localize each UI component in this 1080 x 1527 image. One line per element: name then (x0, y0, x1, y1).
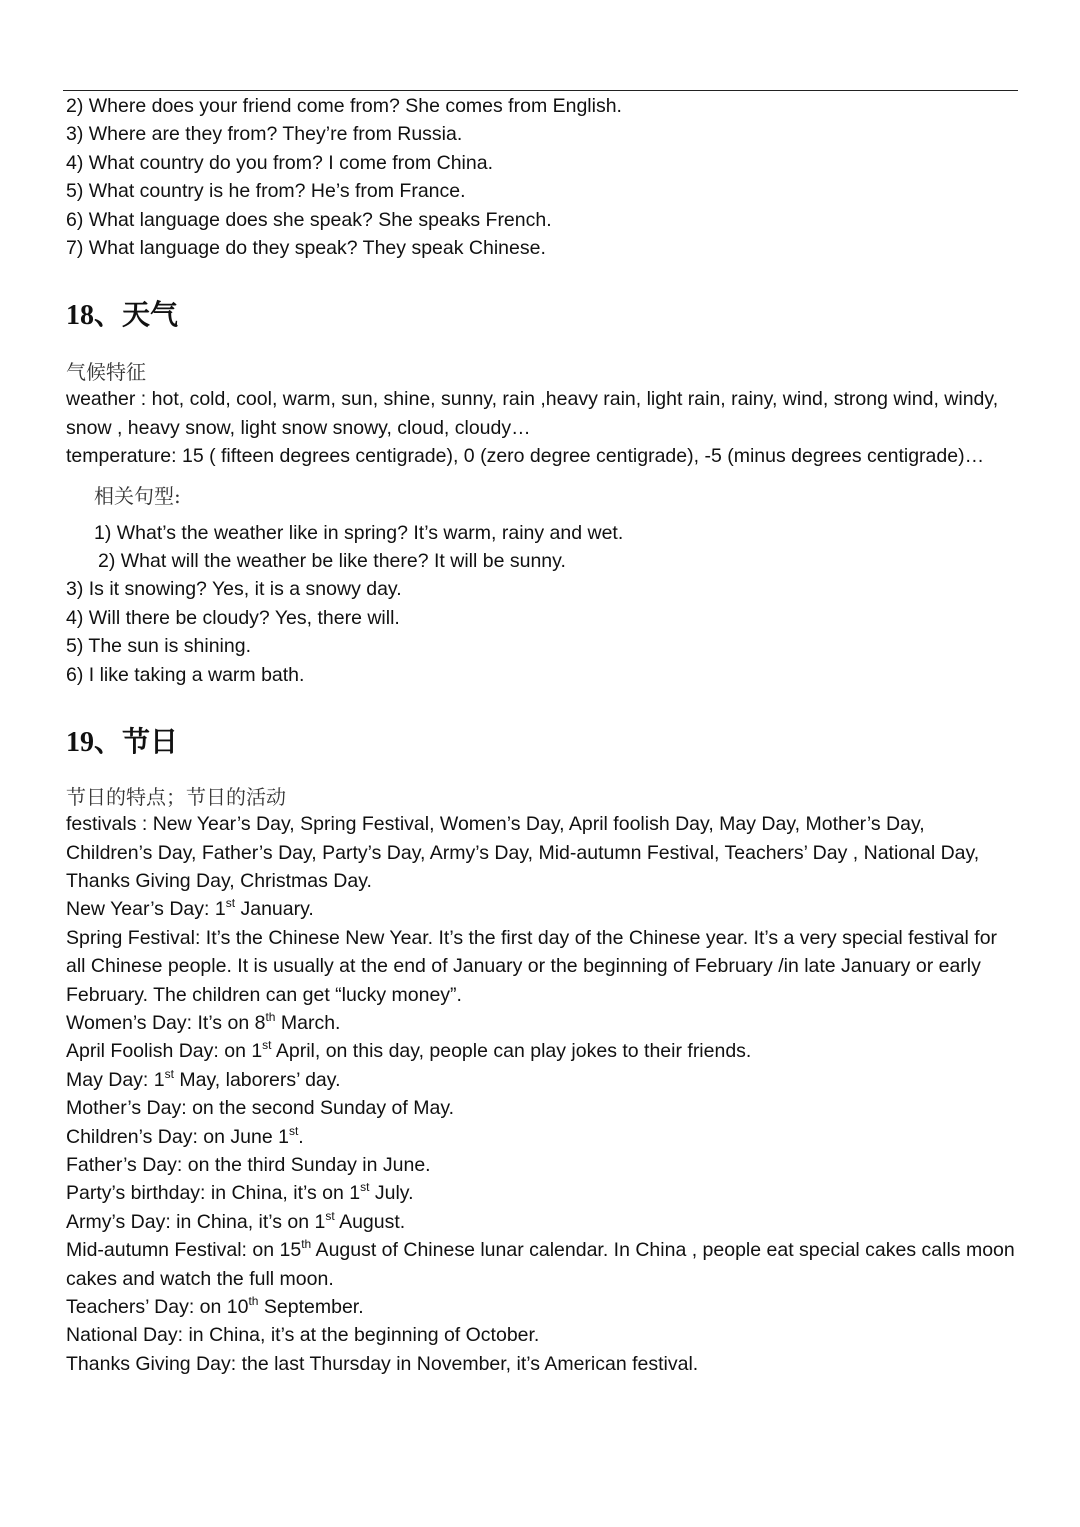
sentence-line: 6) I like taking a warm bath. (66, 663, 305, 686)
festival-father: Father’s Day: on the third Sunday in June. (66, 1153, 431, 1176)
festival-text: Children’s Day: on June 1 (66, 1125, 289, 1148)
festival-text: Mid-autumn Festival: on 15 (66, 1239, 302, 1262)
festival-text: September. (258, 1296, 364, 1318)
question-line: 6) What language does she speak? She speaks French. (66, 208, 552, 231)
festival-thanksgiving: Thanks Giving Day: the last Thursday in November, it’s American festival. (66, 1352, 699, 1375)
festival-spring: Spring Festival: It’s the Chinese New Year. It’s the first day of the Chinese year. It’s a very special festival for all Chinese people. It is usually at the end of January or the beginning of February /in late January or early February. The children can get “lucky money”. (66, 926, 998, 1006)
festival-text: April, on this day, people can play jokes to their friends. (271, 1040, 752, 1063)
ordinal-suffix: st (325, 1208, 335, 1223)
ordinal-suffix: th (301, 1237, 312, 1252)
festival-text: March. (275, 1011, 341, 1034)
festival-text: May Day: 1 (66, 1068, 165, 1091)
festival-teachers (66, 1293, 1016, 1321)
festival-women (66, 1009, 1016, 1037)
ordinal-suffix: st (262, 1038, 272, 1053)
festival-children (66, 1123, 1016, 1151)
festival-text: New Year’s Day: 1 (66, 898, 226, 921)
festival-text: Women’s Day: It’s on 8 (66, 1011, 266, 1034)
document-page (66, 92, 1016, 1378)
festival-text: May, laborers’ day. (173, 1068, 341, 1091)
sentence-line: 5) The sun is shining. (66, 635, 251, 658)
festival-text: Teachers’ Day: on 10 (66, 1296, 249, 1318)
festivals-subtitle: 节日的特点；节日的活动 (66, 785, 286, 810)
ordinal-suffix: st (164, 1066, 174, 1081)
ordinal-suffix: st (288, 1123, 299, 1138)
festival-text: January. (235, 898, 314, 921)
weather-words: weather : hot, cold, cool, warm, sun, shine, sunny, rain ,heavy rain, light rain, rainy, wind, strong wind, windy, snow , heavy snow, light snow snowy, cloud, cloudy… (66, 388, 999, 439)
festival-mother: Mother’s Day: on the second Sunday of May. (66, 1097, 455, 1120)
festival-text: Army’s Day: in China, it’s on 1 (66, 1210, 326, 1233)
country-questions (66, 92, 1016, 262)
header-rule (63, 90, 1018, 91)
section-title: 天气 (122, 298, 179, 332)
question-line: 4) What country do you from? I come from China. (66, 151, 494, 174)
patterns-label: 相关句型: (94, 483, 181, 508)
ordinal-suffix: st (360, 1180, 370, 1195)
temperature-line: temperature: 15 ( fifteen degrees centigrade), 0 (zero degree centigrade), -5 (minus degrees centigrade)… (66, 445, 985, 468)
section-number: 19、 (66, 727, 123, 759)
ordinal-suffix: th (248, 1294, 259, 1308)
question-line: 7) What language do they speak? They speak Chinese. (66, 237, 546, 260)
festival-text: August of Chinese lunar calendar. In China , people eat special cakes calls moon cakes and watch the full moon. (66, 1239, 1015, 1290)
section-heading-weather (66, 298, 1016, 333)
question-line: 5) What country is he from? He’s from France. (66, 180, 466, 203)
festival-text: April Foolish Day: on 1 (66, 1040, 263, 1063)
festival-text: July. (369, 1182, 414, 1205)
question-line: 2) Where does your friend come from? She comes from English. (66, 95, 622, 117)
sentence-line: 2) What will the weather be like there? It will be sunny. (98, 550, 566, 573)
sentence-line: 4) Will there be cloudy? Yes, there will. (66, 606, 400, 629)
festival-text: Party’s birthday: in China, it’s on 1 (66, 1182, 361, 1205)
sentence-line: 3) Is it snowing? Yes, it is a snowy day. (66, 578, 402, 601)
ordinal-suffix: th (265, 1009, 276, 1024)
weather-sentences (66, 519, 1016, 689)
festival-may (66, 1066, 1016, 1094)
section-heading-festivals (66, 725, 1016, 760)
ordinal-suffix: st (225, 896, 236, 911)
weather-subtitle: 气候特征 (66, 360, 146, 385)
festival-new-year (66, 895, 1016, 923)
festival-party (66, 1179, 1016, 1207)
section-number: 18、 (66, 300, 123, 332)
festival-text: . (298, 1125, 304, 1148)
festival-national: National Day: in China, it’s at the beginning of October. (66, 1324, 540, 1347)
festivals-list: festivals : New Year’s Day, Spring Festival, Women’s Day, April foolish Day, May Day, Mother’s Day, Children’s Day, Father’s Day, Party’s Day, Army’s Day, Mid-autumn Festival, Teachers’ Day , National Day, Thanks Giving Day, Christmas Day. (66, 813, 980, 892)
festival-army (66, 1208, 1016, 1236)
question-line: 3) Where are they from? They’re from Russia. (66, 123, 463, 146)
festival-april (66, 1037, 1016, 1065)
sentence-line: 1) What’s the weather like in spring? It’s warm, rainy and wet. (94, 521, 624, 544)
festival-text: August. (334, 1210, 406, 1233)
section-title: 节日 (122, 725, 179, 759)
festival-midautumn (66, 1236, 1016, 1293)
